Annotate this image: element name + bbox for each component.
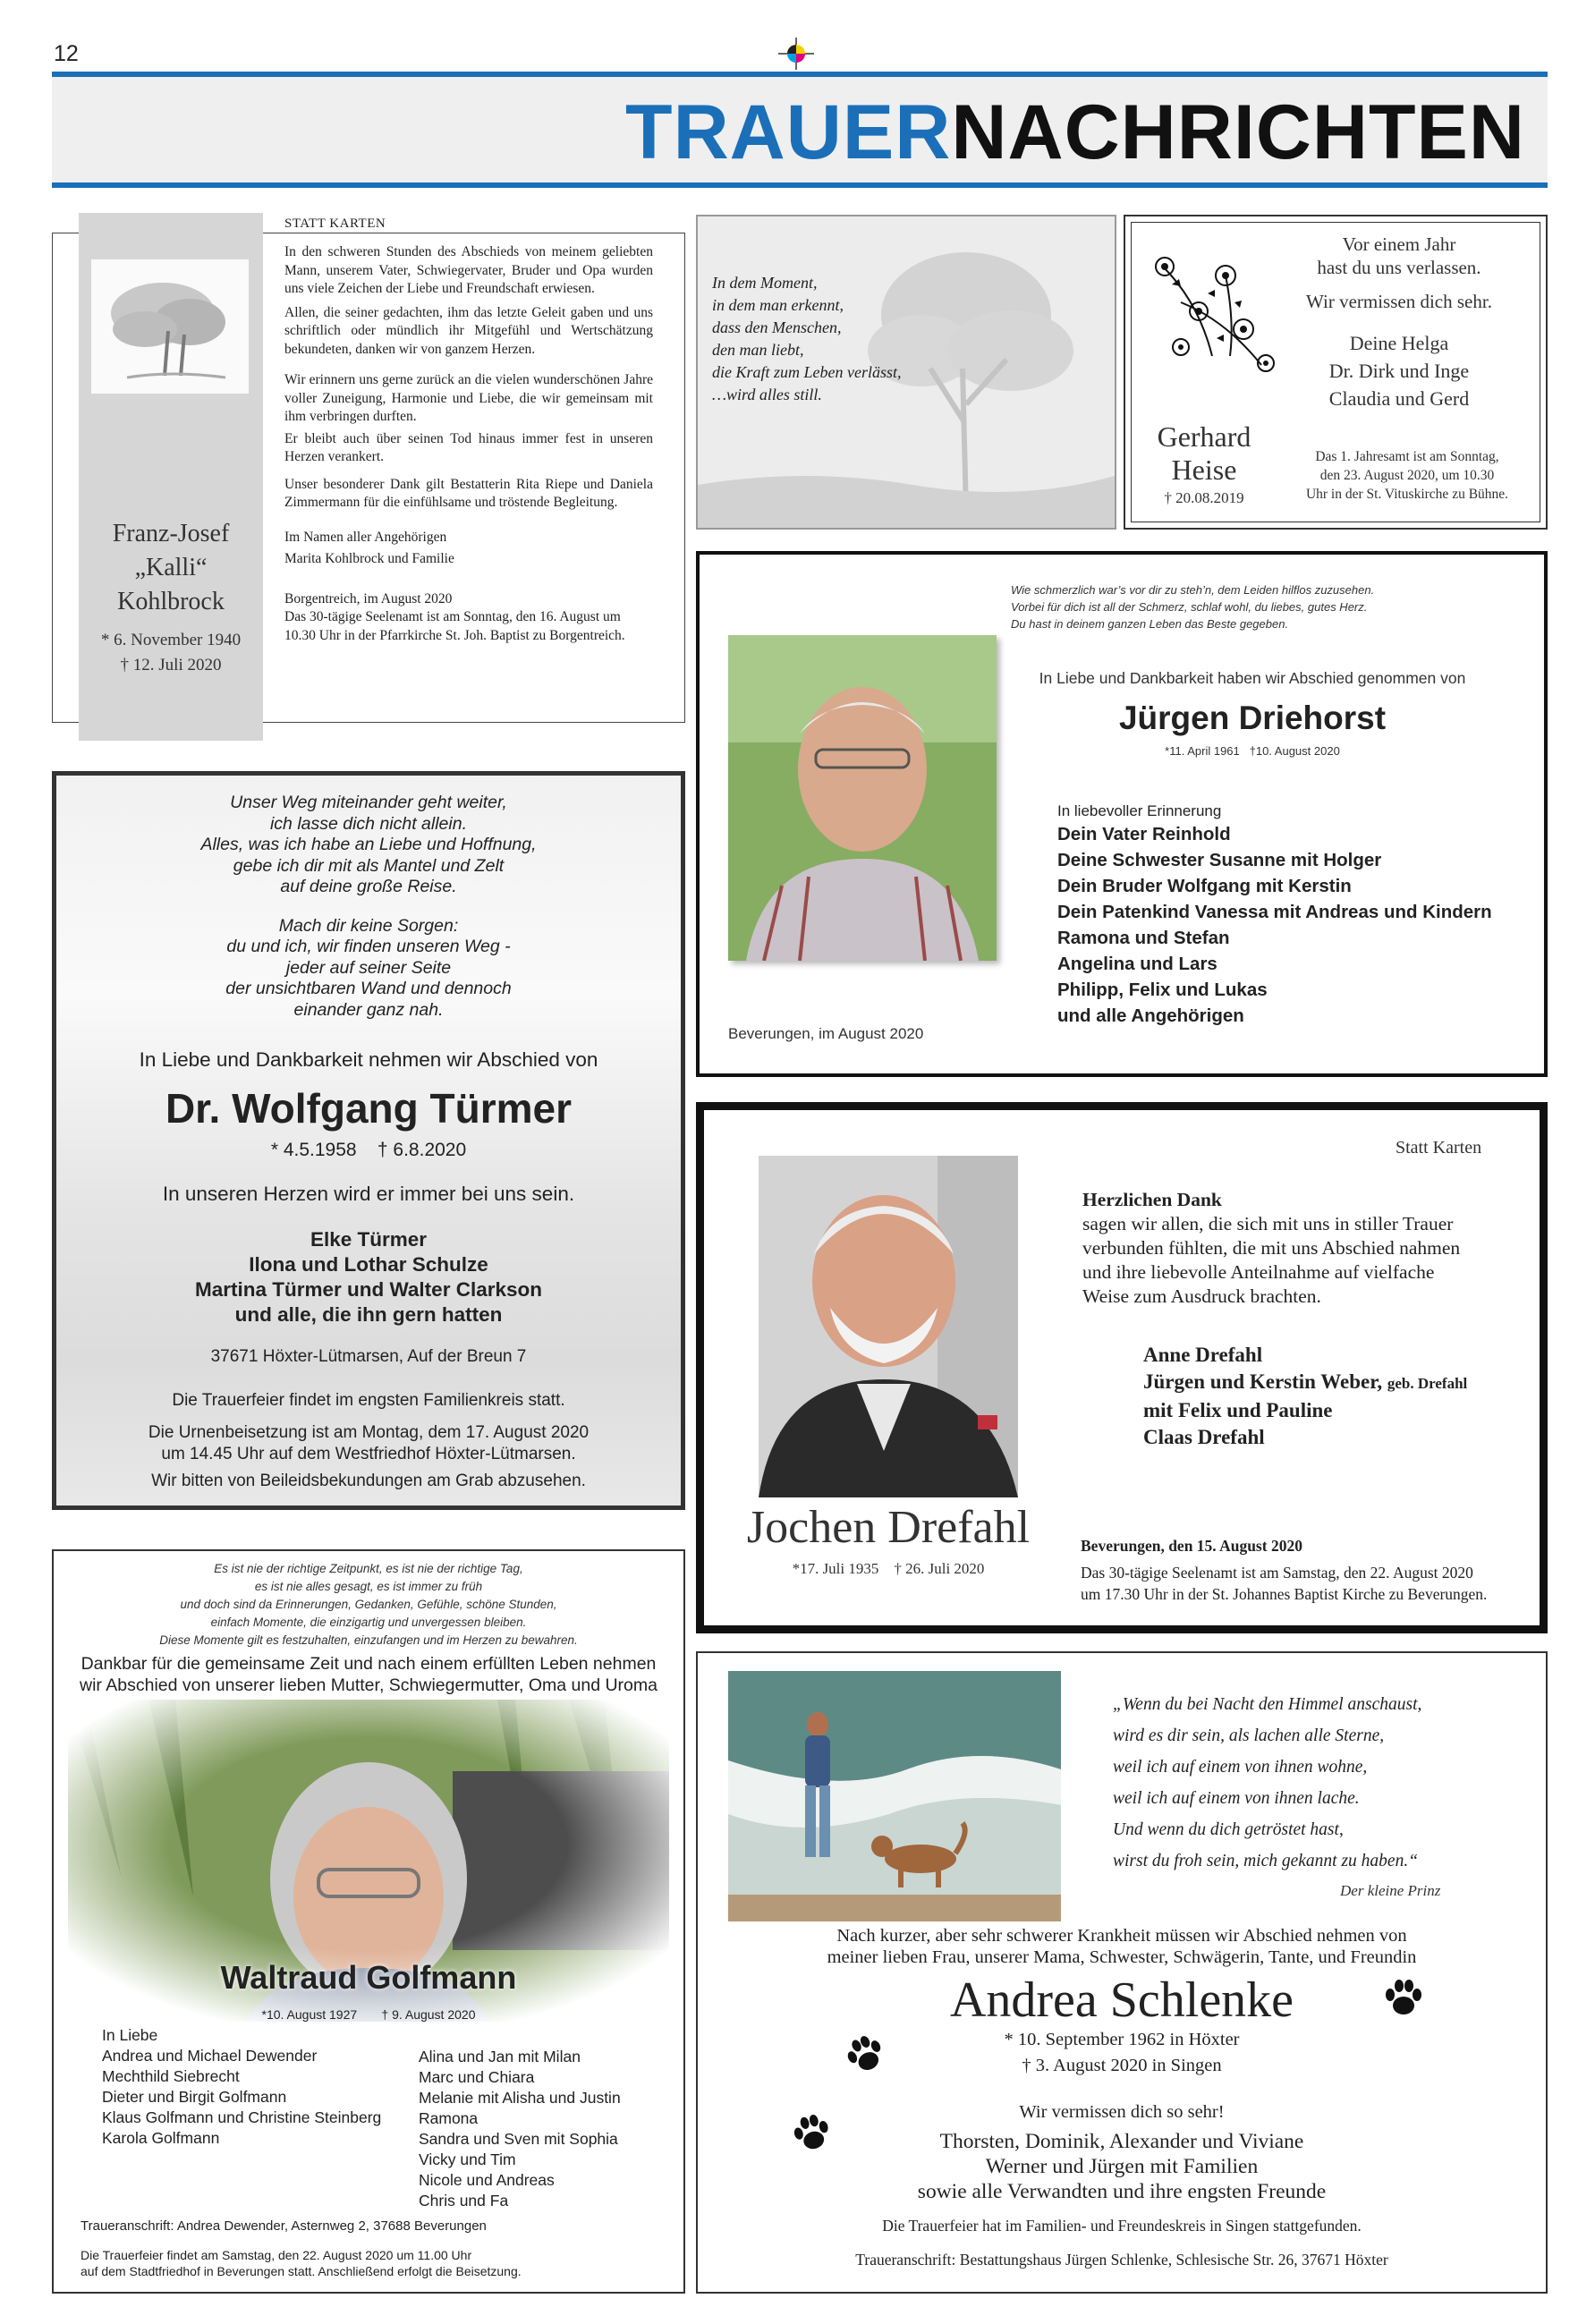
driehorst-family-member: und alle Angehörigen — [1057, 1005, 1244, 1026]
kohlbrock-died: † 12. Juli 2020 — [120, 656, 222, 674]
schlenke-poem-source: Der kleine Prinz — [1340, 1882, 1441, 1899]
tree-image — [91, 259, 249, 394]
golfmann-family-right — [419, 2047, 678, 2211]
driehorst-family-member: Deine Schwester Susanne mit Holger — [1057, 850, 1382, 870]
golfmann-intro-line: Dankbar für die gemeinsame Zeit und nach einem erfüllten Leben nehmen — [81, 1654, 657, 1674]
schlenke-poem-line: weil ich auf einem von ihnen lache. — [1113, 1789, 1360, 1808]
heise-family: Dr. Dirk und Inge — [1328, 360, 1470, 382]
heise-notice-line: Das 1. Jahresamt ist am Sonntag, — [1315, 449, 1499, 464]
golfmann-name: Waltraud Golfmann — [220, 1959, 517, 1996]
driehorst-photo — [728, 635, 997, 961]
schlenke-died: † 3. August 2020 in Singen — [1022, 2056, 1222, 2075]
kohlbrock-dates — [79, 628, 263, 678]
drefahl-thanks-line: sagen wir allen, die sich mit uns in stiller Trauer — [1082, 1213, 1454, 1234]
tuermer-poem-line: auf deine große Reise. — [280, 877, 457, 896]
heise-notice-line: Uhr in der St. Vituskirche zu Bühne. — [1305, 487, 1509, 502]
driehorst-memory: In liebevoller Erinnerung — [1057, 802, 1222, 819]
schlenke-family-line: sowie alle Verwandten und ihre engsten Freunde — [917, 2180, 1327, 2203]
drefahl-notice-line: Das 30-tägige Seelenamt ist am Samstag, den 22. August 2020 — [1081, 1564, 1473, 1582]
heise-family: Deine Helga — [1349, 332, 1449, 354]
drefahl-notice-line: um 17.30 Uhr in der St. Johannes Baptist Kirche zu Beverungen. — [1081, 1585, 1488, 1603]
driehorst-family-member: Angelina und Lars — [1057, 954, 1217, 974]
golfmann-family-member: Sandra und Sven mit Sophia — [419, 2130, 618, 2148]
golfmann-family-member: Karola Golfmann — [102, 2129, 220, 2147]
golfmann-family-left — [102, 2025, 406, 2149]
golfmann-family-member: Andrea und Michael Dewender — [102, 2047, 318, 2065]
golfmann-quote-line: es ist nie alles gesagt, es ist immer zu früh — [254, 1580, 483, 1593]
golfmann-family-member: In Liebe — [102, 2026, 158, 2044]
kohlbrock-frame-left — [52, 233, 79, 723]
page-title-black: NACHRICHTEN — [951, 89, 1525, 175]
schlenke-poem-line: „Wenn du bei Nacht den Himmel anschaust, — [1113, 1695, 1422, 1714]
tuermer-poem-line: der unsichtbaren Wand und dennoch — [225, 979, 512, 998]
golfmann-quote-line: einfach Momente, die einzigartig und unvergessen bleiben. — [210, 1616, 527, 1629]
golfmann-quote-line: und doch sind da Erinnerungen, Gedanken, Gefühle, schöne Stunden, — [180, 1598, 557, 1611]
kohlbrock-name — [79, 517, 263, 619]
tuermer-note: um 14.45 Uhr auf dem Westfriedhof Höxter-Lütmarsen. — [161, 1445, 576, 1463]
schlenke-miss: Wir vermissen dich so sehr! — [1019, 2102, 1225, 2122]
tuermer-family-member: Elke Türmer — [310, 1228, 428, 1251]
poem-line: In dem Moment, — [712, 274, 818, 292]
drefahl-thanks-line: und ihre liebevolle Anteilnahme auf vielfache — [1082, 1261, 1435, 1283]
golfmann-dates: *10. August 1927 † 9. August 2020 — [261, 2007, 476, 2022]
poem-line: …wird alles still. — [712, 386, 822, 403]
page-title-blue: TRAUER — [625, 89, 952, 175]
driehorst-quote-line: Vorbei für dich ist all der Schmerz, schlaf wohl, du liebes, gutes Herz. — [1011, 600, 1368, 614]
schlenke-poem-line: wird es dir sein, als lachen alle Sterne, — [1113, 1726, 1385, 1745]
schlenke-family-line: Thorsten, Dominik, Alexander und Viviane — [939, 2130, 1304, 2153]
schlenke-photo — [728, 1671, 1061, 1921]
drefahl-family-member: Claas Drefahl — [1143, 1426, 1265, 1448]
drefahl-family-member: Anne Drefahl — [1143, 1344, 1263, 1366]
tuermer-dates: * 4.5.1958 † 6.8.2020 — [270, 1140, 467, 1160]
heise-died: † 20.08.2019 — [1164, 489, 1244, 506]
drefahl-name: Jochen Drefahl — [746, 1502, 1031, 1553]
golfmann-family-member: Ramona — [419, 2109, 479, 2127]
tuermer-address: 37671 Höxter-Lütmarsen, Auf der Breun 7 — [210, 1347, 527, 1366]
golfmann-family-member: Melanie mit Alisha und Justin — [419, 2089, 621, 2107]
tuermer-poem-line: jeder auf seiner Seite — [285, 957, 452, 978]
tuermer-family-member: Martina Türmer und Walter Clarkson — [195, 1278, 542, 1301]
heise-line: hast du uns verlassen. — [1317, 257, 1481, 278]
tuermer-family-member: Ilona und Lothar Schulze — [249, 1253, 488, 1276]
kohlbrock-paragraph: Das 30-tägige Seelenamt ist am Sonntag, den 16. August um 10.30 Uhr in der Pfarrkirche St. Joh. Baptist zu Borgentreich. — [284, 609, 625, 643]
kohlbrock-paragraph: Im Namen aller Angehörigen — [284, 529, 447, 545]
drefahl-photo — [759, 1156, 1018, 1497]
tuermer-name: Dr. Wolfgang Türmer — [165, 1085, 573, 1132]
paw-print-icon — [1381, 1977, 1426, 2022]
drefahl-dates: *17. Juli 1935 † 26. Juli 2020 — [792, 1560, 985, 1577]
drefahl-thanks — [1082, 1188, 1512, 1309]
drefahl-thanks-title: Herzlichen Dank — [1082, 1189, 1222, 1210]
golfmann-quote-line: Es ist nie der richtige Zeitpunkt, es ist nie der richtige Tag, — [214, 1562, 523, 1575]
page-number: 12 — [54, 41, 79, 66]
tuermer-poem-line: Alles, was ich habe an Liebe und Hoffnung, — [200, 835, 537, 854]
driehorst-place: Beverungen, im August 2020 — [728, 1025, 924, 1042]
golfmann-family-member: Chris und Fa — [419, 2192, 509, 2209]
driehorst-family-member: Dein Bruder Wolfgang mit Kerstin — [1057, 876, 1352, 896]
poem-line: in dem man erkennt, — [712, 296, 844, 314]
poem-tree-text — [712, 272, 902, 406]
schlenke-intro — [716, 1925, 1528, 1968]
schlenke-poem — [1113, 1689, 1524, 1877]
kohlbrock-born: * 6. November 1940 — [100, 631, 242, 649]
golfmann-intro — [63, 1653, 674, 1696]
driehorst-name: Jürgen Driehorst — [1118, 700, 1387, 736]
kohlbrock-name-line: Kohlbrock — [117, 588, 225, 615]
kohlbrock-paragraph: Unser besonderer Dank gilt Bestatterin Rita Riepe und Daniela Zimmermann für die einfühlsame und tröstende Begleitung. — [284, 476, 653, 510]
schlenke-intro-line: meiner lieben Frau, unserer Mama, Schwester, Schwägerin, Tante, und Freundin — [827, 1947, 1417, 1967]
schlenke-poem-line: weil ich auf einem von ihnen wohne, — [1113, 1758, 1368, 1777]
kohlbrock-paragraph: In den schweren Stunden des Abschieds von meinem geliebten Mann, unserem Vater, Schwiegervater, Bruder und Opa wurden uns viele Zeichen der Liebe und Freundschaft erwiesen. — [284, 244, 653, 296]
drefahl-place: Beverungen, den 15. August 2020 — [1081, 1537, 1302, 1555]
tuermer-poem-line — [72, 898, 666, 916]
schlenke-born: * 10. September 1962 in Höxter — [1004, 2030, 1240, 2049]
driehorst-dates: *11. April 1961 †10. August 2020 — [1165, 744, 1340, 758]
poem-line: dass den Menschen, — [712, 318, 842, 336]
schlenke-family — [716, 2129, 1528, 2204]
heise-name-line: Gerhard — [1157, 420, 1251, 453]
driehorst-quote — [1011, 581, 1458, 632]
schlenke-dates — [716, 2027, 1528, 2079]
schlenke-poem-line: Und wenn du dich getröstet hast, — [1113, 1820, 1344, 1839]
heise-message — [1276, 233, 1523, 412]
driehorst-quote-line: Du hast in deinem ganzen Leben das Beste gegeben. — [1011, 617, 1289, 631]
tuermer-poem — [72, 793, 666, 1021]
heise-line: Vor einem Jahr — [1342, 233, 1456, 255]
registration-mark-icon — [778, 38, 814, 70]
schlenke-address: Traueranschrift: Bestattungshaus Jürgen Schlenke, Schlesische Str. 26, 37671 Höxter — [855, 2251, 1388, 2269]
kohlbrock-name-line: Franz-Josef — [112, 520, 230, 547]
golfmann-quote-line: Diese Momente gilt es festzuhalten, einzufangen und im Herzen zu bewahren. — [159, 1633, 578, 1647]
kohlbrock-paragraph: Marita Kohlbrock und Familie — [284, 551, 454, 566]
driehorst-family-member: Dein Vater Reinhold — [1057, 824, 1231, 844]
schlenke-intro-line: Nach kurzer, aber sehr schwerer Krankheit müssen wir Abschied nehmen von — [836, 1926, 1407, 1946]
roses-icon — [1145, 249, 1279, 374]
tuermer-poem-line: ich lasse dich nicht allein. — [269, 813, 468, 834]
drefahl-family — [1143, 1342, 1537, 1451]
tuermer-poem-line: gebe ich dir mit als Mantel und Zelt — [233, 855, 505, 876]
golfmann-family-member: Klaus Golfmann und Christine Steinberg — [102, 2108, 382, 2126]
tuermer-poem-line: einander ganz nah. — [293, 999, 444, 1020]
tuermer-family-member: und alle, die ihn gern hatten — [234, 1303, 503, 1326]
drefahl-family-member: mit Felix und Pauline — [1143, 1399, 1333, 1421]
heise-notice — [1279, 447, 1535, 504]
golfmann-notice-line: Die Trauerfeier findet am Samstag, den 22. August 2020 um 11.00 Uhr — [81, 2248, 472, 2262]
kohlbrock-text — [284, 243, 653, 645]
golfmann-family-member: Marc und Chiara — [419, 2068, 535, 2086]
poem-line: den man liebt, — [712, 341, 804, 359]
tuermer-note: Die Urnenbeisetzung ist am Montag, dem 17. August 2020 — [148, 1423, 590, 1442]
driehorst-intro: In Liebe und Dankbarkeit haben wir Abschied genommen von — [1039, 669, 1466, 687]
schlenke-poem-line: wirst du froh sein, mich gekannt zu haben.“ — [1113, 1852, 1419, 1870]
poem-line: die Kraft zum Leben verlässt, — [712, 363, 902, 381]
golfmann-notice — [81, 2247, 522, 2279]
kohlbrock-paragraph: Borgentreich, im August 2020 — [284, 590, 453, 606]
drefahl-family-member-name: Jürgen und Kerstin Weber, — [1143, 1370, 1383, 1393]
golfmann-family-member: Mechthild Siebrecht — [102, 2067, 240, 2085]
heise-miss: Wir vermissen dich sehr. — [1306, 291, 1492, 312]
tuermer-note: Wir bitten von Beileidsbekundungen am Grab abzusehen. — [151, 1472, 586, 1490]
heise-family: Claudia und Gerd — [1328, 387, 1470, 410]
heise-name-line: Heise — [1171, 454, 1237, 486]
header-rule-bottom — [52, 182, 1548, 188]
tuermer-poem-line: Unser Weg miteinander geht weiter, — [230, 793, 507, 812]
page-title — [625, 88, 1525, 177]
driehorst-family-member: Ramona und Stefan — [1057, 928, 1230, 948]
golfmann-family-member: Dieter und Birgit Golfmann — [102, 2088, 287, 2106]
driehorst-family-block — [1057, 802, 1523, 1029]
golfmann-notice-line: auf dem Stadtfriedhof in Beverungen statt. Anschließend erfolgt die Beisetzung. — [81, 2264, 522, 2278]
schlenke-funeral: Die Trauerfeier hat im Familien- und Freundeskreis in Singen stattgefunden. — [882, 2217, 1362, 2235]
tuermer-heart: In unseren Herzen wird er immer bei uns sein. — [162, 1183, 575, 1205]
drefahl-statt: Statt Karten — [1396, 1138, 1482, 1158]
heise-name — [1141, 420, 1267, 510]
kohlbrock-paragraph: Wir erinnern uns gerne zurück an die vielen wunderschönen Jahre voller Zuneigung, Harmonie und Liebe, die wir gemeinsam mit ihm verbringen durften. — [284, 372, 653, 424]
tuermer-family — [63, 1227, 674, 1327]
golfmann-family-member: Nicole und Andreas — [419, 2171, 555, 2189]
golfmann-family-member: Alina und Jan mit Milan — [419, 2048, 581, 2065]
driehorst-family-member: Dein Patenkind Vanessa mit Andreas und Kindern — [1057, 902, 1492, 922]
heise-notice-line: den 23. August 2020, um 10.30 — [1319, 468, 1495, 483]
driehorst-quote-line: Wie schmerzlich war’s vor dir zu steh’n, dem Leiden hilflos zuzusehen. — [1011, 583, 1375, 597]
tuermer-poem-line: du und ich, wir finden unseren Weg - — [226, 937, 511, 956]
golfmann-intro-line: wir Abschied von unserer lieben Mutter, Schwiegermutter, Oma und Uroma — [80, 1675, 658, 1695]
driehorst-family-member: Philipp, Felix und Lukas — [1057, 980, 1268, 1000]
golfmann-quote — [63, 1560, 674, 1650]
drefahl-notice — [1081, 1535, 1528, 1605]
kohlbrock-name-line: „Kalli“ — [134, 554, 208, 581]
kohlbrock-paragraph: Allen, die seiner gedachten, ihm das letzte Geleit gaben und uns schriftlich oder mündlich ihr Mitgefühl und Wertschätzung bekundeten, danken wir von ganzem Herzen. — [284, 304, 653, 357]
drefahl-thanks-line: verbunden fühlten, die mit uns Abschied nahmen — [1082, 1237, 1461, 1259]
kohlbrock-paragraph: Er bleibt auch über seinen Tod hinaus immer fest in unseren Herzen verankert. — [284, 430, 653, 464]
schlenke-name: Andrea Schlenke — [949, 1972, 1294, 2028]
tuermer-notes — [63, 1390, 674, 1492]
tuermer-intro: In Liebe und Dankbarkeit nehmen wir Abschied von — [139, 1048, 598, 1071]
golfmann-address: Traueranschrift: Andrea Dewender, Asternweg 2, 37688 Beverungen — [81, 2218, 487, 2234]
drefahl-family-member — [1143, 1369, 1537, 1397]
drefahl-thanks-line: Weise zum Ausdruck brachten. — [1082, 1285, 1321, 1307]
drefahl-family-small: geb. Drefahl — [1387, 1375, 1468, 1392]
schlenke-family-line: Werner und Jürgen mit Familien — [985, 2155, 1259, 2178]
kohlbrock-heading: STATT KARTEN — [284, 216, 386, 231]
golfmann-family-member: Vicky und Tim — [419, 2150, 516, 2168]
tuermer-note: Die Trauerfeier findet im engsten Familienkreis statt. — [172, 1391, 565, 1410]
tuermer-poem-line: Mach dir keine Sorgen: — [278, 915, 459, 936]
